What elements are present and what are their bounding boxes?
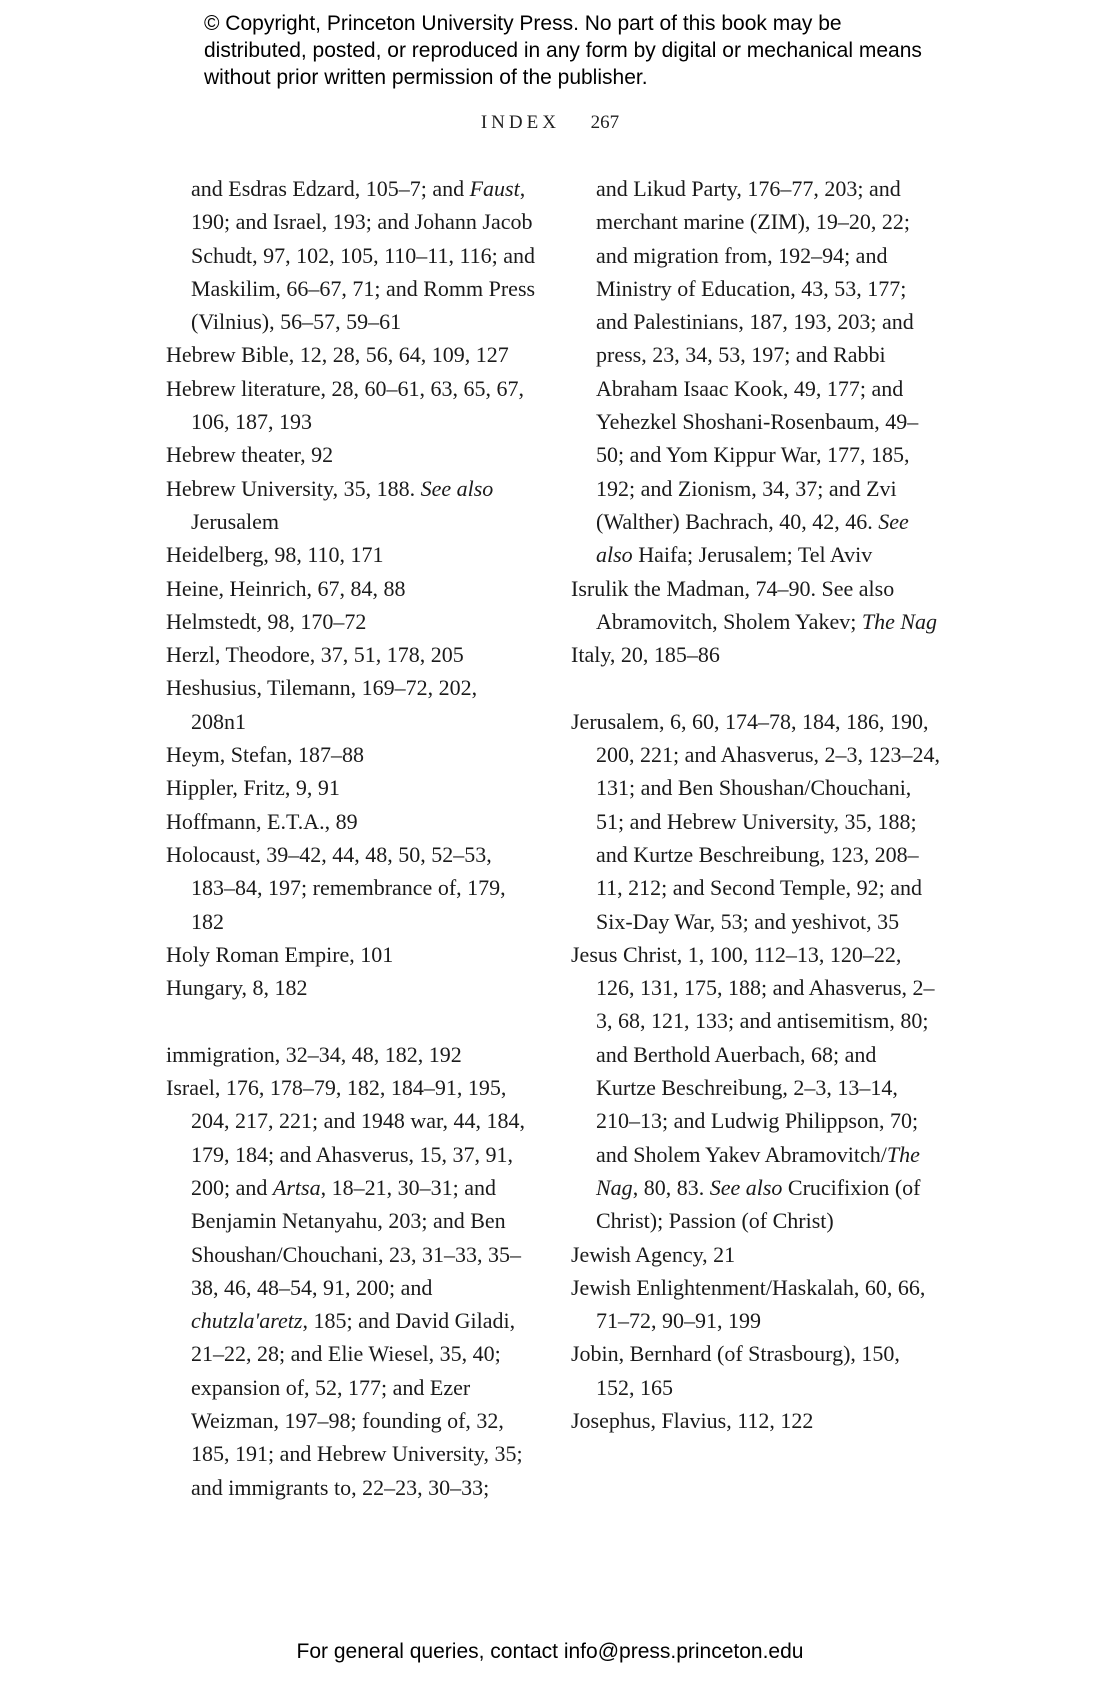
index-entry: Hebrew Bible, 12, 28, 56, 64, 109, 127 — [166, 342, 509, 368]
index-entry: Isrulik the Madman, 74–90. See also Abramovitch, Sholem Yakev; The Nag — [571, 575, 938, 634]
letter-group-gap — [571, 671, 941, 704]
index-entry: Heym, Stefan, 187–88 — [166, 742, 364, 768]
index-entry: Hungary, 8, 182 — [166, 975, 308, 1001]
index-entry: Jewish Agency, 21 — [571, 1241, 736, 1267]
index-entry: Helmstedt, 98, 170–72 — [166, 608, 367, 634]
index-entry: Jesus Christ, 1, 100, 112–13, 120–22, 126, 131, 175, 188; and Ahasverus, 2–3, 68, 121, 133; and antisemitism, 80; and Berthold Auerbach, 68; and Kurtze Beschreibung, 2–3, 13–14, 210–13; and Ludwig Philippson, 70; and Sholem Yakev Abramovitch/The Nag, 80, 83. See also Crucifixion (of Christ); Passion (of Christ) — [571, 941, 935, 1234]
running-head — [0, 112, 1100, 134]
running-head-title: INDEX — [480, 112, 560, 133]
index-entry: and Esdras Edzard, 105–7; and Faust, 190; and Israel, 193; and Johann Jacob Schudt, 97, 102, 105, 110–11, 116; and Maskilim, 66–67, 71; and Romm Press (Vilnius), 56–57, 59–61 — [191, 176, 536, 335]
index-entry: Jewish Enlightenment/Haskalah, 60, 66, 71–72, 90–91, 199 — [571, 1274, 926, 1334]
index-entry: Herzl, Theodore, 37, 51, 178, 205 — [166, 642, 464, 668]
index-entry: Hebrew literature, 28, 60–61, 63, 65, 67, 106, 187, 193 — [166, 375, 525, 435]
index-entry: Heidelberg, 98, 110, 171 — [166, 542, 384, 568]
index-column-left — [166, 172, 536, 1504]
index-entry: Italy, 20, 185–86 — [571, 642, 720, 668]
letter-group-gap — [166, 1004, 536, 1037]
index-entry: Hoffmann, E.T.A., 89 — [166, 808, 358, 834]
copyright-notice: © Copyright, Princeton University Press. No part of this book may be distributed, posted, or reproduced in any form by digital or mechanical means without prior written permission of the publisher. — [204, 12, 922, 89]
index-entry: Heine, Heinrich, 67, 84, 88 — [166, 575, 406, 601]
index-entry: and Likud Party, 176–77, 203; and merchant marine (ZIM), 19–20, 22; and migration from, 192–94; and Ministry of Education, 43, 53, 177; and Palestinians, 187, 193, 203; and press, 23, 34, 53, 197; and Rabbi Abraham Isaac Kook, 49, 177; and Yehezkel Shoshani-Rosenbaum, 49–50; and Yom Kippur War, 177, 185, 192; and Zionism, 34, 37; and Zvi (Walther) Bachrach, 40, 42, 46. See also Haifa; Jerusalem; Tel Aviv — [596, 176, 919, 568]
index-entry: immigration, 32–34, 48, 182, 192 — [166, 1041, 462, 1067]
index-entry: Holocaust, 39–42, 44, 48, 50, 52–53, 183–84, 197; remembrance of, 179, 182 — [166, 841, 506, 934]
page-number: 267 — [590, 112, 620, 133]
index-entry: Heshusius, Tilemann, 169–72, 202, 208n1 — [166, 675, 478, 734]
index-entry: Hebrew University, 35, 188. See also Jerusalem — [166, 475, 494, 534]
index-entry: Holy Roman Empire, 101 — [166, 941, 394, 967]
index-entry: Hippler, Fritz, 9, 91 — [166, 775, 340, 801]
index-entry: Jerusalem, 6, 60, 174–78, 184, 186, 190, 200, 221; and Ahasverus, 2–3, 123–24, 131; and Ben Shoushan/Chouchani, 51; and Hebrew University, 35, 188; and Kurtze Beschreibung, 123, 208–11, 212; and Second Temple, 92; and Six-Day War, 53; and yeshivot, 35 — [571, 708, 941, 934]
index-entry: Jobin, Bernhard (of Strasbourg), 150, 152, 165 — [571, 1341, 900, 1400]
footer-contact: For general queries, contact info@press.princeton.edu — [296, 1640, 804, 1663]
index-entry: Israel, 176, 178–79, 182, 184–91, 195, 204, 217, 221; and 1948 war, 44, 184, 179, 184; and Ahasverus, 15, 37, 91, 200; and Artsa, 18–21, 30–31; and Benjamin Netanyahu, 203; and Ben Shoushan/Chouchani, 23, 31–33, 35–38, 46, 48–54, 91, 200; and chutzla'aretz, 185; and David Giladi, 21–22, 28; and Elie Wiesel, 35, 40; expansion of, 52, 177; and Ezer Weizman, 197–98; founding of, 32, 185, 191; and Hebrew University, 35; and immigrants to, 22–23, 30–33; — [166, 1075, 525, 1500]
index-entry: Hebrew theater, 92 — [166, 442, 334, 468]
index-column-right — [571, 172, 941, 1437]
index-entry: Josephus, Flavius, 112, 122 — [571, 1407, 814, 1433]
